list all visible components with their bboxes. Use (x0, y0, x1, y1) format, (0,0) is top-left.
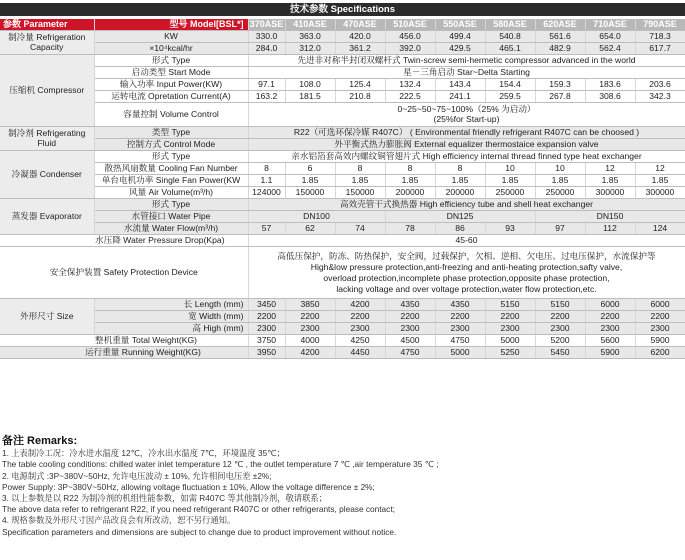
value-cell: DN150 (535, 211, 685, 223)
value-cell: 2200 (585, 311, 635, 323)
span-value: 亲水铝箔套高效内螺纹铜管翅片式 High efficiency internal thread finned type heat exchanger (248, 151, 685, 163)
header-row (0, 19, 685, 31)
value-cell: 5000 (485, 335, 535, 347)
param-header: 参数 Parameter (0, 19, 94, 31)
model-cell: 710ASE (585, 19, 635, 31)
value-cell: 300000 (635, 187, 685, 199)
safety-label: 安全保护装置 Safety Protection Device (0, 247, 248, 299)
value-cell: 150000 (285, 187, 335, 199)
value-cell: 342.3 (635, 91, 685, 103)
capacity-kw-row (0, 31, 685, 43)
condenser-fan-num-row (0, 163, 685, 175)
value-cell: 718.3 (635, 31, 685, 43)
value-cell: 5150 (535, 299, 585, 311)
value-cell: 561.6 (535, 31, 585, 43)
value-cell: 57 (248, 223, 285, 235)
model-cell: 470ASE (335, 19, 385, 31)
span-value: 高效壳管干式换热器 High efficiency tube and shell heat exchanger (248, 199, 685, 211)
value-cell: 540.8 (485, 31, 535, 43)
value-cell: 154.4 (485, 79, 535, 91)
value-cell: 2200 (485, 311, 535, 323)
remark-line: 2. 电源制式 :3P~380V~50Hz, 允许电压波动 ± 10%, 允许相间电压差 ±2%; (2, 470, 272, 481)
value-cell: 259.5 (485, 91, 535, 103)
value-cell: 2300 (335, 323, 385, 335)
value-cell: 3950 (248, 347, 285, 359)
value-cell: 1.85 (285, 175, 335, 187)
row-label: 水流量 Water Flow(m³/h) (94, 223, 248, 235)
value-cell: 2200 (248, 311, 285, 323)
row-label: ×10⁴kcal/hr (94, 43, 248, 55)
value-cell: 420.0 (335, 31, 385, 43)
value-cell: 4200 (335, 299, 385, 311)
value-cell: 617.7 (635, 43, 685, 55)
model-cell: 550ASE (435, 19, 485, 31)
value-cell: DN100 (248, 211, 385, 223)
value-cell: 4350 (435, 299, 485, 311)
condenser-air-row (0, 187, 685, 199)
value-cell: 2200 (435, 311, 485, 323)
condenser-group-label: 冷凝器 Condenser (0, 151, 94, 199)
value-cell: 74 (335, 223, 385, 235)
row-label: 长 Length (mm) (94, 299, 248, 311)
safety-line: 高低压保护，防冻、防热保护，安全阀，过载保护，欠相、逆相、欠电压、过电压保护，水流保护等 (277, 250, 656, 261)
value-cell: 1.85 (635, 175, 685, 187)
value-cell: 163.2 (248, 91, 285, 103)
value-cell: 8 (335, 163, 385, 175)
value-cell: 5150 (485, 299, 535, 311)
value-cell: 284.0 (248, 43, 285, 55)
value-cell: 330.0 (248, 31, 285, 43)
safety-line: overload protection,incomplete phase protection,opposite phase protection, (323, 272, 610, 283)
compressor-group-label: 压缩机 Compressor (0, 55, 94, 127)
value-cell: 12 (635, 163, 685, 175)
row-label: KW (94, 31, 248, 43)
value-cell: 1.1 (248, 175, 285, 187)
row-label: 类型 Type (94, 127, 248, 139)
value-cell: 6200 (635, 347, 685, 359)
value-cell: 6000 (635, 299, 685, 311)
value-cell: 2300 (535, 323, 585, 335)
remark-line: Specification parameters and dimensions are subject to change due to product improvement without notice. (2, 526, 397, 537)
compressor-power-row (0, 79, 685, 91)
condenser-fan-power-row (0, 175, 685, 187)
value-cell: 5900 (585, 347, 635, 359)
value-cell: 4750 (385, 347, 435, 359)
value-cell: 108.0 (285, 79, 335, 91)
safety-value (248, 247, 685, 299)
value-cell: 2300 (248, 323, 285, 335)
value-cell: 78 (385, 223, 435, 235)
span-value: R22（可选环保冷媒 R407C） ( Environmental friendly refrigerant R407C can be choosed ) (248, 127, 685, 139)
value-cell: 62 (285, 223, 335, 235)
size-length-row (0, 299, 685, 311)
value-cell: 308.6 (585, 91, 635, 103)
value-cell: 112 (585, 223, 635, 235)
value-cell: 5600 (585, 335, 635, 347)
model-cell: 370ASE (249, 19, 284, 29)
value-cell: 8 (435, 163, 485, 175)
row-label: 形式 Type (94, 199, 248, 211)
evaporator-flow-row (0, 223, 685, 235)
row-label: 风量 Air Volume(m³/h) (94, 187, 248, 199)
value-cell: 312.0 (285, 43, 335, 55)
value-cell: 2200 (635, 311, 685, 323)
value-cell: 2300 (585, 323, 635, 335)
value-cell: 363.0 (285, 31, 335, 43)
value-cell: 3750 (248, 335, 285, 347)
value-cell: 5250 (485, 347, 535, 359)
value-cell: 10 (485, 163, 535, 175)
compressor-type-row (0, 55, 685, 67)
value-cell: 3850 (285, 299, 335, 311)
value-cell: 203.6 (635, 79, 685, 91)
compressor-volume-row (0, 103, 685, 127)
value-cell: 429.5 (435, 43, 485, 55)
fluid-type-row (0, 127, 685, 139)
row-label: 高 High (mm) (94, 323, 248, 335)
value-cell: 2300 (285, 323, 335, 335)
value-cell: 12 (585, 163, 635, 175)
value-cell: 222.5 (385, 91, 435, 103)
row-label: 形式 Type (94, 151, 248, 163)
value-cell: 1.85 (385, 175, 435, 187)
span-value (248, 103, 685, 127)
span-value: 先进非对称半封闭双螺杆式 Twin-screw semi-hermetic compressor advanced in the world (248, 55, 685, 67)
value-cell: 2300 (635, 323, 685, 335)
spec-table (0, 19, 685, 359)
value-cell: 2300 (385, 323, 435, 335)
value-cell: 132.4 (385, 79, 435, 91)
evaporator-pipe-row (0, 211, 685, 223)
remark-line: 3. 以上参数是以 R22 为制冷剂的机组性能参数，如需 R407C 等其他制冷剂，敬请联系； (2, 493, 327, 504)
value-cell: DN125 (385, 211, 535, 223)
condenser-type-row (0, 151, 685, 163)
value-cell: 2200 (335, 311, 385, 323)
model-cell: 790ASE (635, 19, 685, 31)
row-label: 整机重量 Total Weight(KG) (0, 335, 248, 347)
fluid-group-label: 制冷剂 Refrigerating Fluid (0, 127, 94, 151)
value-cell: 125.4 (335, 79, 385, 91)
value-cell: 124 (635, 223, 685, 235)
row-label: 启动类型 Start Mode (94, 67, 248, 79)
evaporator-type-row (0, 199, 685, 211)
compressor-current-row (0, 91, 685, 103)
value-cell: 2200 (385, 311, 435, 323)
value-cell: 200000 (435, 187, 485, 199)
span-value: 外平衡式热力膨胀阀 External equalizer thermostaice expansion valve (248, 139, 685, 151)
fluid-control-row (0, 139, 685, 151)
value-cell: 210.8 (335, 91, 385, 103)
value-cell: 300000 (585, 187, 635, 199)
model-cell: 580ASE (485, 19, 535, 31)
value-cell: 654.0 (585, 31, 635, 43)
safety-line: High&low pressure protection,anti-freezing and anti-heating protection,safty valve, (310, 261, 623, 272)
value-cell: 181.5 (285, 91, 335, 103)
remark-line: Power Supply: 3P~380V~50Hz, allowing voltage fluctuation ± 10%, Allow the voltage difference ± 2%; (2, 481, 375, 492)
value-cell: 250000 (535, 187, 585, 199)
total-weight-row (0, 335, 685, 347)
value-cell: 1.85 (535, 175, 585, 187)
volume-line-2: (25%for Start-up) (433, 113, 500, 124)
model-cell: 620ASE (535, 19, 585, 31)
remark-line: 1. 上表制冷工况：冷水进水温度 12℃，冷水出水温度 7℃，环境温度 35℃； (2, 448, 285, 459)
value-cell: 3450 (248, 299, 285, 311)
value-cell: 124000 (248, 187, 285, 199)
evaporator-group-label: 蒸发器 Evaporator (0, 199, 94, 235)
value-cell: 392.0 (385, 43, 435, 55)
value-cell: 4250 (335, 335, 385, 347)
remark-line: The above data refer to refrigerant R22, if you need refrigerant R407C or other refrigerants, please contact; (2, 504, 395, 515)
capacity-group-label: 制冷量 Refrigeration Capacity (0, 31, 94, 55)
size-group-label: 外形尺寸 Size (0, 299, 94, 335)
value-cell: 143.4 (435, 79, 485, 91)
value-cell: 5000 (435, 347, 485, 359)
size-width-row (0, 311, 685, 323)
value-cell: 6 (285, 163, 335, 175)
value-cell: 200000 (385, 187, 435, 199)
value-cell: 1.85 (485, 175, 535, 187)
value-cell: 97 (535, 223, 585, 235)
remarks-section (2, 436, 682, 538)
value-cell: 1.85 (335, 175, 385, 187)
model-cell: 510ASE (385, 19, 435, 31)
safety-row (0, 247, 685, 299)
value-cell: 10 (535, 163, 585, 175)
row-label: 运转电流 Opretation Current(A) (94, 91, 248, 103)
value-cell: 4200 (285, 347, 335, 359)
value-cell: 482.9 (535, 43, 585, 55)
value-cell: 465.1 (485, 43, 535, 55)
value-cell: 5900 (635, 335, 685, 347)
remark-line: The table cooling conditions: chilled water inlet temperature 12 ℃ , the outlet temperature 7 ℃ ,air temperature 35 ℃ ; (2, 459, 439, 470)
row-label: 输入功率 Input Power(KW) (94, 79, 248, 91)
model-header: 型号 Model[BSL*] (94, 19, 248, 31)
remark-line: 4. 规格参数及外形尺寸因产品改良会有所改动，恕不另行通知。 (2, 515, 236, 526)
value-cell: 5450 (535, 347, 585, 359)
row-label: 控制方式 Control Mode (94, 139, 248, 151)
row-label: 水管接口 Water Pipe (94, 211, 248, 223)
value-cell: 8 (385, 163, 435, 175)
value-cell: 267.8 (535, 91, 585, 103)
value-cell: 86 (435, 223, 485, 235)
row-label: 容量控制 Volume Control (94, 103, 248, 127)
value-cell: 5200 (535, 335, 585, 347)
remarks-title: 备注 Remarks: (2, 435, 78, 447)
size-height-row (0, 323, 685, 335)
row-label: 水压降 Water Pressure Drop(Kpa) (0, 235, 248, 247)
value-cell: 150000 (335, 187, 385, 199)
value-cell: 6000 (585, 299, 635, 311)
running-weight-row (0, 347, 685, 359)
value-cell: 2200 (535, 311, 585, 323)
value-cell: 361.2 (335, 43, 385, 55)
value-cell: 4000 (285, 335, 335, 347)
value-cell: 4350 (385, 299, 435, 311)
value-cell: 250000 (485, 187, 535, 199)
capacity-kcal-row (0, 43, 685, 55)
value-cell: 97.1 (248, 79, 285, 91)
span-value: 45-60 (248, 235, 685, 247)
compressor-start-row (0, 67, 685, 79)
span-value: 星－三角启动 Star~Delta Starting (248, 67, 685, 79)
volume-line-1: 0~25~50~75~100%（25% 为启动） (397, 104, 536, 115)
value-cell: 159.3 (535, 79, 585, 91)
value-cell: 562.4 (585, 43, 635, 55)
value-cell: 8 (248, 163, 285, 175)
value-cell: 93 (485, 223, 535, 235)
safety-line: lacking voltage and over voltage protection,water flow protection,etc. (336, 283, 597, 294)
row-label: 单台电机功率 Single Fan Power(KW (94, 175, 248, 187)
value-cell: 183.6 (585, 79, 635, 91)
value-cell: 2200 (285, 311, 335, 323)
value-cell: 4500 (385, 335, 435, 347)
row-label: 形式 Type (94, 55, 248, 67)
value-cell: 1.85 (435, 175, 485, 187)
value-cell: 1.85 (585, 175, 635, 187)
value-cell: 2300 (485, 323, 535, 335)
value-cell: 4750 (435, 335, 485, 347)
value-cell: 456.0 (385, 31, 435, 43)
row-label: 运行重量 Running Weight(KG) (0, 347, 248, 359)
evaporator-drop-row (0, 235, 685, 247)
value-cell: 241.1 (435, 91, 485, 103)
value-cell: 2300 (435, 323, 485, 335)
value-cell: 4450 (335, 347, 385, 359)
row-label: 散热风扇数量 Cooling Fan Number (94, 163, 248, 175)
model-cell: 410ASE (285, 19, 335, 31)
value-cell: 499.4 (435, 31, 485, 43)
sheet-title: 技术参数 Specifications (0, 3, 685, 16)
row-label: 宽 Width (mm) (94, 311, 248, 323)
